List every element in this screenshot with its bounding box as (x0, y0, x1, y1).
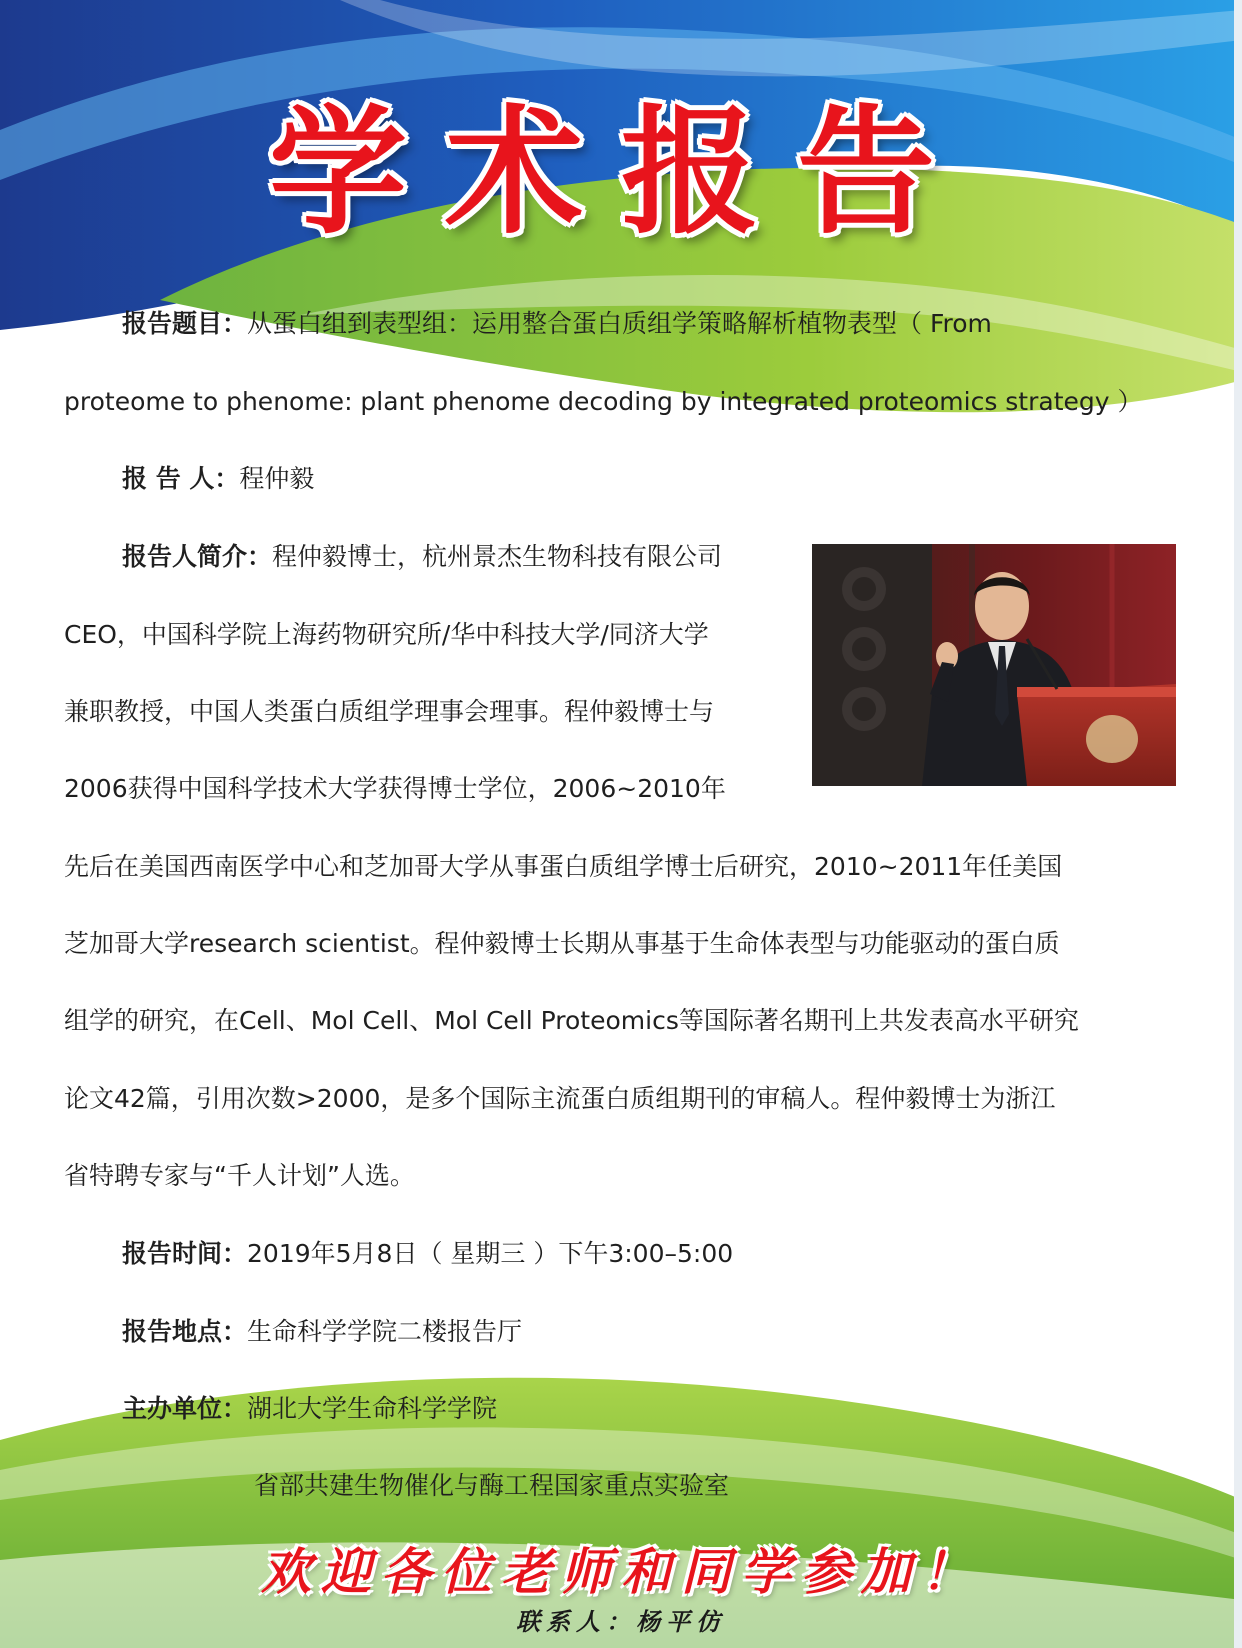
bio-label: 报告人简介： (122, 542, 273, 571)
bio-text-5: 先后在美国西南医学中心和芝加哥大学从事蛋白质组学博士后研究，2010~2011年任美国 (64, 852, 1063, 881)
place-label: 报告地点： (122, 1317, 248, 1346)
bio-line-1 (122, 540, 722, 574)
time-value: 2019年5月8日（ 星期三 ）下午3:00–5:00 (247, 1239, 734, 1268)
speaker-photo (812, 544, 1176, 786)
bio-text-2: CEO，中国科学院上海药物研究所/华中科技大学/同济大学 (64, 620, 709, 649)
place-line (122, 1315, 522, 1349)
topic-line-1 (122, 307, 992, 341)
bio-text-8: 论文42篇，引用次数>2000，是多个国际主流蛋白质组期刊的审稿人。程仲毅博士为浙江 (64, 1084, 1056, 1113)
time-label: 报告时间： (122, 1239, 248, 1268)
bio-text-6: 芝加哥大学research scientist。程仲毅博士长期从事基于生命体表型与功能驱动的蛋白质 (64, 929, 1060, 958)
bio-text-3: 兼职教授，中国人类蛋白质组学理事会理事。程仲毅博士与 (64, 697, 715, 726)
topic-text-1: 从蛋白组到表型组：运用整合蛋白质组学策略解析植物表型（ From (247, 309, 992, 338)
speaker-photo-illustration (812, 544, 1176, 786)
bio-text-1: 程仲毅博士，杭州景杰生物科技有限公司 (272, 542, 723, 571)
topic-label: 报告题目： (122, 309, 248, 338)
place-value: 生命科学学院二楼报告厅 (247, 1317, 523, 1346)
speaker-name: 程仲毅 (239, 464, 315, 493)
welcome-slogan: 欢迎各位老师和同学参加！ (261, 1542, 981, 1601)
bio-text-4: 2006获得中国科学技术大学获得博士学位，2006~2010年 (64, 774, 726, 803)
bio-text-7: 组学的研究，在Cell、Mol Cell、Mol Cell Proteomics等国际著名期刊上共发表高水平研究 (64, 1006, 1079, 1035)
topic-text-2: proteome to phenome: plant phenome decoding by integrated proteomics strategy ） (64, 387, 1143, 416)
time-line (122, 1237, 733, 1271)
host-label: 主办单位： (122, 1394, 248, 1423)
poster-title: 学术报告 (268, 90, 973, 253)
speaker-line (122, 462, 314, 496)
bio-text-9: 省特聘专家与“千人计划”人选。 (64, 1161, 415, 1190)
speaker-label: 报 告 人： (122, 464, 240, 493)
host-line (122, 1392, 497, 1426)
host-value-1: 湖北大学生命科学学院 (247, 1394, 498, 1423)
contact-person: 联系人：杨平仿 (516, 1607, 726, 1636)
host-value-2: 省部共建生物催化与酶工程国家重点实验室 (254, 1471, 730, 1500)
